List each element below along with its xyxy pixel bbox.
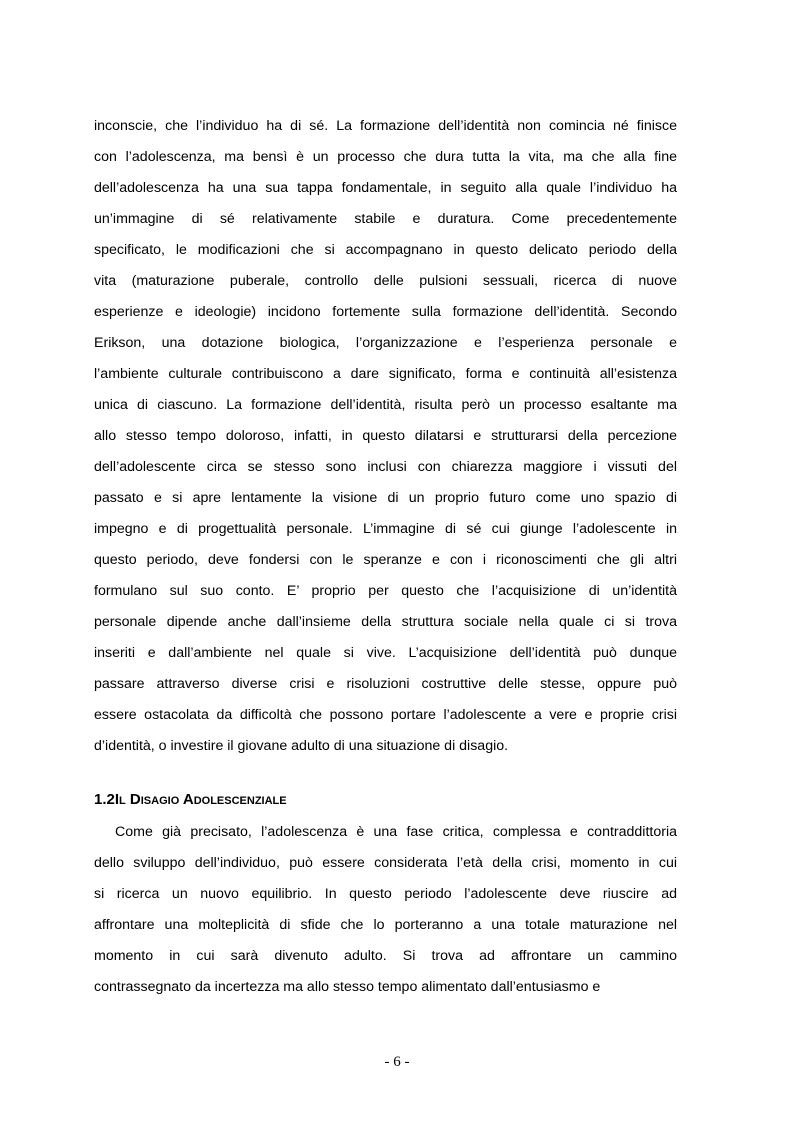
text-line: personale dipende anche dall’insieme della struttura sociale nella quale ci si trova bbox=[94, 614, 677, 630]
text-line: formulano sul suo conto. E’ proprio per questo che l’acquisizione di un’identità bbox=[94, 583, 677, 599]
text-line: dell’adolescenza ha una sua tappa fondamentale, in seguito alla quale l’individuo ha bbox=[94, 180, 677, 196]
text-line: dello sviluppo dell’individuo, può essere considerata l’età della crisi, momento in cui bbox=[94, 855, 677, 871]
section-title: Il Disagio Adolescenziale bbox=[114, 791, 287, 808]
text-line: momento in cui sarà divenuto adulto. Si trova ad affrontare un cammino bbox=[94, 948, 677, 964]
text-line: contrassegnato da incertezza ma allo stesso tempo alimentato dall’entusiasmo e bbox=[94, 979, 601, 995]
text-line: esperienze e ideologie) incidono fortemente sulla formazione dell’identità. Secondo bbox=[94, 304, 677, 320]
section-heading bbox=[94, 788, 287, 812]
text-line: passare attraverso diverse crisi e risoluzioni costruttive delle stesse, oppure può bbox=[94, 676, 677, 692]
text-line: inconscie, che l’individuo ha di sé. La formazione dell’identità non comincia né finisce bbox=[94, 118, 677, 134]
section-number: 1.2 bbox=[94, 791, 115, 808]
page-number: - 6 - bbox=[384, 1054, 410, 1070]
text-line: d’identità, o investire il giovane adulto di una situazione di disagio. bbox=[94, 738, 509, 754]
text-line: essere ostacolata da difficoltà che possono portare l’adolescente a vere e proprie crisi bbox=[94, 707, 677, 723]
text-line: unica di ciascuno. La formazione dell’identità, risulta però un processo esaltante ma bbox=[94, 397, 677, 413]
text-line: questo periodo, deve fondersi con le speranze e con i riconoscimenti che gli altri bbox=[94, 552, 677, 568]
text-line: Come già precisato, l’adolescenza è una fase critica, complessa e contraddittoria bbox=[115, 824, 677, 840]
text-line: si ricerca un nuovo equilibrio. In questo periodo l’adolescente deve riuscire ad bbox=[94, 886, 677, 902]
body-paragraph-1 bbox=[94, 111, 677, 762]
text-line: l’ambiente culturale contribuiscono a dare significato, forma e continuità all’esistenza bbox=[94, 366, 677, 382]
text-line: passato e si apre lentamente la visione di un proprio futuro come uno spazio di bbox=[94, 490, 677, 506]
text-line: Erikson, una dotazione biologica, l’organizzazione e l’esperienza personale e bbox=[94, 335, 677, 351]
text-line: inseriti e dall’ambiente nel quale si vive. L’acquisizione dell’identità può dunque bbox=[94, 645, 677, 661]
text-line: affrontare una molteplicità di sfide che lo porteranno a una totale maturazione nel bbox=[94, 917, 677, 933]
text-line: dell’adolescente circa se stesso sono inclusi con chiarezza maggiore i vissuti del bbox=[94, 459, 677, 475]
text-line: allo stesso tempo doloroso, infatti, in questo dilatarsi e strutturarsi della percezione bbox=[94, 428, 677, 444]
text-line: un’immagine di sé relativamente stabile e duratura. Come precedentemente bbox=[94, 211, 677, 227]
text-line: con l’adolescenza, ma bensì è un processo che dura tutta la vita, ma che alla fine bbox=[94, 149, 677, 165]
text-line: vita (maturazione puberale, controllo delle pulsioni sessuali, ricerca di nuove bbox=[94, 273, 677, 289]
body-paragraph-2 bbox=[94, 817, 677, 1003]
text-line: impegno e di progettualità personale. L’immagine di sé cui giunge l’adolescente in bbox=[94, 521, 677, 537]
text-line: specificato, le modificazioni che si accompagnano in questo delicato periodo della bbox=[94, 242, 677, 258]
